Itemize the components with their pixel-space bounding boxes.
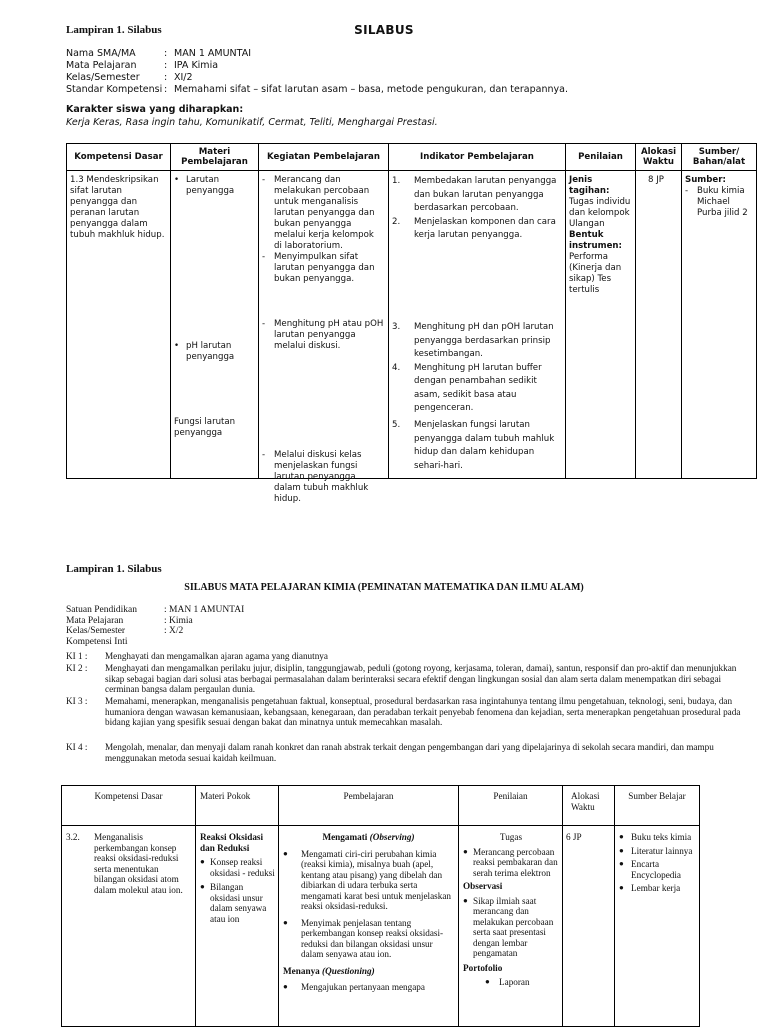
meta-row: Standar Kompetensi : Memahami sifat – sifat larutan asam – basa, metode pengukuran, dan terapannya. xyxy=(66,84,568,95)
list-item: ● Merancang percobaan reaksi pembakaran dan serah terima elektron xyxy=(463,846,558,878)
page-1 xyxy=(0,0,768,504)
list-item: ● Encarta Encyclopedia xyxy=(619,859,681,880)
list-item: • Larutan penyangga xyxy=(174,175,235,196)
portofolio-label: Portofolio xyxy=(463,962,503,973)
col-header: Penilaian xyxy=(566,144,636,171)
page-title: SILABUS MATA PELAJARAN KIMIA (PEMINATAN MATEMATIKA DAN ILMU ALAM) xyxy=(184,582,584,593)
list-item: 2. Menjelaskan komponen dan cara kerja larutan penyangga. xyxy=(392,216,556,240)
col-header: Alokasi Waktu xyxy=(636,144,682,171)
kd-number: 3.2. xyxy=(66,832,80,842)
pembelajaran-cell xyxy=(279,826,459,1027)
meta-row: Mata Pelajaran : IPA Kimia xyxy=(66,60,219,71)
materi-cell xyxy=(196,826,279,1027)
list-item: ● Mengamati ciri-ciri perubahan kimia (reaksi kimia), misalnya buah (apel, kentang atau pisang) yang dibelah dan dibiarkan di udara terbuka serta mengamati karat besi untuk menjelaskan reaksi oksidasi-reduksi. xyxy=(283,848,452,911)
col-header: Materi Pembelajaran xyxy=(171,144,259,171)
mengamati-title: Mengamati (Observing) xyxy=(322,832,415,842)
list-item: - Menyimpulkan sifat larutan penyangga dan bukan penyangga. xyxy=(262,252,375,284)
list-item: ● Mengajukan pertanyaan mengapa xyxy=(283,982,425,992)
materi-block xyxy=(196,826,278,924)
page-2 xyxy=(0,550,768,1024)
list-item: 5. Menjelaskan fungsi larutan penyangga dalam tubuh mahluk hidup dan dalam kehidupan sehari-hari. xyxy=(392,420,555,471)
karakter-heading: Karakter siswa yang diharapkan: xyxy=(66,104,244,115)
list-item: ● Konsep reaksi oksidasi - reduksi xyxy=(200,857,275,878)
materi-title: Reaksi Oksidasi dan Reduksi xyxy=(200,832,264,853)
table-row xyxy=(62,826,700,1027)
bentuk-text: Performa (Kinerja dan sikap) Tes tertulis xyxy=(569,252,622,295)
list-item: • pH larutan penyangga xyxy=(174,341,235,362)
meta-row: Kelas/Semester : X/2 xyxy=(66,626,184,636)
page-title: SILABUS xyxy=(354,23,414,37)
col-header: Indikator Pembelajaran xyxy=(389,144,566,171)
sumber-label: Sumber: xyxy=(685,175,726,185)
list-item: ● Literatur lainnya xyxy=(619,845,693,856)
meta-row: Nama SMA/MA : MAN 1 AMUNTAI xyxy=(66,48,252,59)
meta-row: Satuan Pendidikan : MAN 1 AMUNTAI xyxy=(66,605,245,615)
kd-text: 1.3 Mendeskripsikan sifat larutan penyangga dan peranan larutan penyangga dalam tubuh makhluk hidup. xyxy=(70,175,165,240)
sumber-cell xyxy=(615,826,700,1027)
sumber-cell xyxy=(682,171,757,479)
silabus-table-2 xyxy=(61,785,700,1027)
list-item: Fungsi larutan penyangga xyxy=(174,417,236,438)
ki-item: KI 3 : Memahami, menerapkan, menganalisis pengetahuan faktual, konseptual, prosedural berdasarkan rasa ingintahunya tentang ilmu pengetahuan, teknologi, seni, budaya, dan humaniora dengan wawasan kemanusiaan, kebangsaan, kenegaraan, dan peradaban terkait penyebab fenomena dan kejadian, serta menerapkan pengetahuan prosedural pada bidang kajian yang spesifik sesuai dengan bakat dan minatnya untuk memecahkan masalah. xyxy=(66,696,741,728)
lampiran-label: Lampiran 1. Silabus xyxy=(66,24,162,36)
list-item: 1. Membedakan larutan penyangga dan bukan larutan penyangga berdasarkan percobaan. xyxy=(392,176,557,213)
list-item: ● Bilangan oksidasi unsur dalam senyawa atau ion xyxy=(200,882,267,924)
meta-block xyxy=(66,605,244,647)
list-item: - Menghitung pH atau pOH larutan penyangga melalui diskusi. xyxy=(262,319,384,351)
materi-cell xyxy=(171,171,259,479)
jenis-text: Tugas individu dan kelompok Ulangan xyxy=(569,197,631,229)
table-row xyxy=(67,171,757,479)
alokasi-text: 8 JP xyxy=(648,175,664,185)
col-header: Kompetensi Dasar xyxy=(67,144,171,171)
lampiran-label: Lampiran 1. Silabus xyxy=(66,563,162,575)
kegiatan-cell xyxy=(259,171,389,504)
list-item: ● Buku teks kimia xyxy=(619,832,692,842)
table-header-row xyxy=(62,786,700,826)
ki-item: KI 2 : Menghayati dan mengamalkan perilaku jujur, disiplin, tanggungjawab, peduli (gotong royong, kerjasama, toleran, damai), santun, responsif dan pro-aktif dan menunjukkan sikap sebagai bagian dari solusi atas berbagai permasalahan dalam berinteraksi secara efektif dengan lingkungan sosial dan alam serta dalam menempatkan diri sebagai cerminan bangsa dalam pergaulan dunia. xyxy=(66,663,737,695)
list-item: - Merancang dan melakukan percobaan untuk menganalisis larutan penyangga dan bukan penyangga melalui kerja kelompok di laboratorium. xyxy=(262,175,375,251)
col-header: Kompetensi Dasar xyxy=(62,786,196,826)
list-item: - Buku kimia Michael Purba jilid 2 xyxy=(685,186,748,218)
jenis-label: Jenis tagihan: xyxy=(569,175,610,196)
col-header: Kegiatan Pembelajaran xyxy=(259,144,389,171)
indikator-cell xyxy=(389,171,566,479)
indikator-group xyxy=(392,419,558,473)
ki-item: KI 1 : Menghayati dan mengamalkan ajaran agama yang dianutnya xyxy=(66,651,328,661)
alokasi-cell xyxy=(563,826,615,1027)
col-header: Penilaian xyxy=(459,786,563,826)
meta-block xyxy=(66,48,568,96)
sumber-block xyxy=(682,171,756,219)
indikator-group xyxy=(392,175,558,243)
col-header: Materi Pokok xyxy=(196,786,279,826)
list-item: ● Lembar kerja xyxy=(619,883,681,893)
sumber-block xyxy=(615,826,699,894)
table-header-row xyxy=(67,144,757,171)
menanya-title: Menanya (Questioning) xyxy=(283,965,375,976)
penilaian-block xyxy=(566,171,635,296)
list-item: - Melalui diskusi kelas menjelaskan fungsi larutan penyangga dalam tubuh makhluk hidup. xyxy=(262,450,369,504)
bentuk-label: Bentuk instrumen: xyxy=(569,230,622,251)
penilaian-cell xyxy=(459,826,563,1027)
list-item: ● Menyimak penjelasan tentang perkembangan konsep reaksi oksidasi-reduksi dan bilangan oksidasi unsur dalam senyawa atau ion. xyxy=(283,917,444,959)
ki-item: KI 4 : Mengolah, menalar, dan menyaji dalam ranah konkret dan ranah abstrak terkait dengan pengembangan dari yang dipelajarinya di sekolah secara mandiri, dan mampu menggunakan metoda sesuai kaidah keilmuan. xyxy=(66,742,714,763)
tugas-label: Tugas xyxy=(499,832,523,842)
kd-cell xyxy=(62,826,196,1027)
meta-row: Kelas/Semester : XI/2 xyxy=(66,72,193,83)
kd-text: Menganalisis perkembangan konsep reaksi oksidasi-reduksi serta menentukan bilangan oksidasi atom dalam molekul atau ion. xyxy=(94,832,183,895)
list-item: 4. Menghitung pH larutan buffer dengan penambahan sedikit asam, sedikit basa atau pengenceran. xyxy=(392,362,542,413)
alokasi-text: 6 JP xyxy=(566,832,582,842)
penilaian-block xyxy=(459,826,562,988)
col-header: Sumber Belajar xyxy=(615,786,700,826)
alokasi-cell xyxy=(636,171,682,479)
list-item: 3. Menghitung pH dan pOH larutan penyangga berdasarkan prinsip kesetimbangan. xyxy=(392,322,554,359)
ki-heading: Kompetensi Inti xyxy=(66,636,128,647)
kd-cell xyxy=(67,171,171,479)
pembelajaran-block xyxy=(279,826,458,993)
silabus-table xyxy=(66,143,757,504)
col-header: Pembelajaran xyxy=(279,786,459,826)
list-item: ● Sikap ilmiah saat merancang dan melakukan percobaan serta saat presentasi dengan lembar pengamatan xyxy=(463,895,554,958)
indikator-group xyxy=(392,321,558,416)
list-item: ● Laporan xyxy=(485,977,530,987)
meta-row: Mata Pelajaran : Kimia xyxy=(66,615,193,626)
col-header: Sumber/ Bahan/alat xyxy=(682,144,757,171)
kegiatan-group xyxy=(262,175,384,285)
penilaian-cell xyxy=(566,171,636,479)
karakter-text: Kerja Keras, Rasa ingin tahu, Komunikatif, Cermat, Teliti, Menghargai Prestasi. xyxy=(66,117,438,128)
observasi-label: Observasi xyxy=(463,881,503,891)
kd-block xyxy=(62,826,195,895)
col-header: Alokasi Waktu xyxy=(563,786,615,826)
